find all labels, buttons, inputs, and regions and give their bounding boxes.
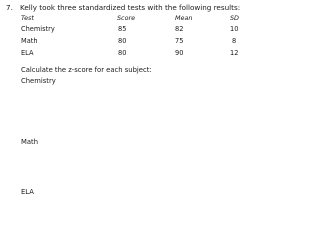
answer-label-ela: ELA — [21, 188, 34, 196]
table-cell-test: ELA — [21, 49, 34, 57]
instruction-text: Calculate the z-score for each subject: — [21, 66, 152, 74]
table-cell-score: 80 — [118, 37, 127, 45]
table-cell-sd: 10 — [230, 25, 239, 33]
table-cell-sd: 8 — [232, 37, 237, 45]
answer-label-chemistry: Chemistry — [21, 77, 56, 85]
column-header-score: Score — [117, 14, 136, 22]
table-cell-test: Math — [21, 37, 38, 45]
table-cell-mean: 75 — [175, 37, 184, 45]
answer-label-math: Math — [21, 138, 39, 146]
table-cell-score: 80 — [118, 49, 127, 57]
column-header-sd: SD — [230, 14, 239, 22]
table-cell-mean: 82 — [175, 25, 184, 33]
table-cell-sd: 12 — [230, 49, 239, 57]
question-number: 7. — [6, 3, 13, 12]
column-header-mean: Mean — [175, 14, 193, 22]
table-cell-score: 85 — [118, 25, 127, 33]
question-text: Kelly took three standardized tests with the following results: — [20, 3, 241, 12]
column-header-test: Test — [21, 14, 34, 22]
table-cell-test: Chemistry — [21, 25, 55, 33]
table-cell-mean: 90 — [175, 49, 184, 57]
